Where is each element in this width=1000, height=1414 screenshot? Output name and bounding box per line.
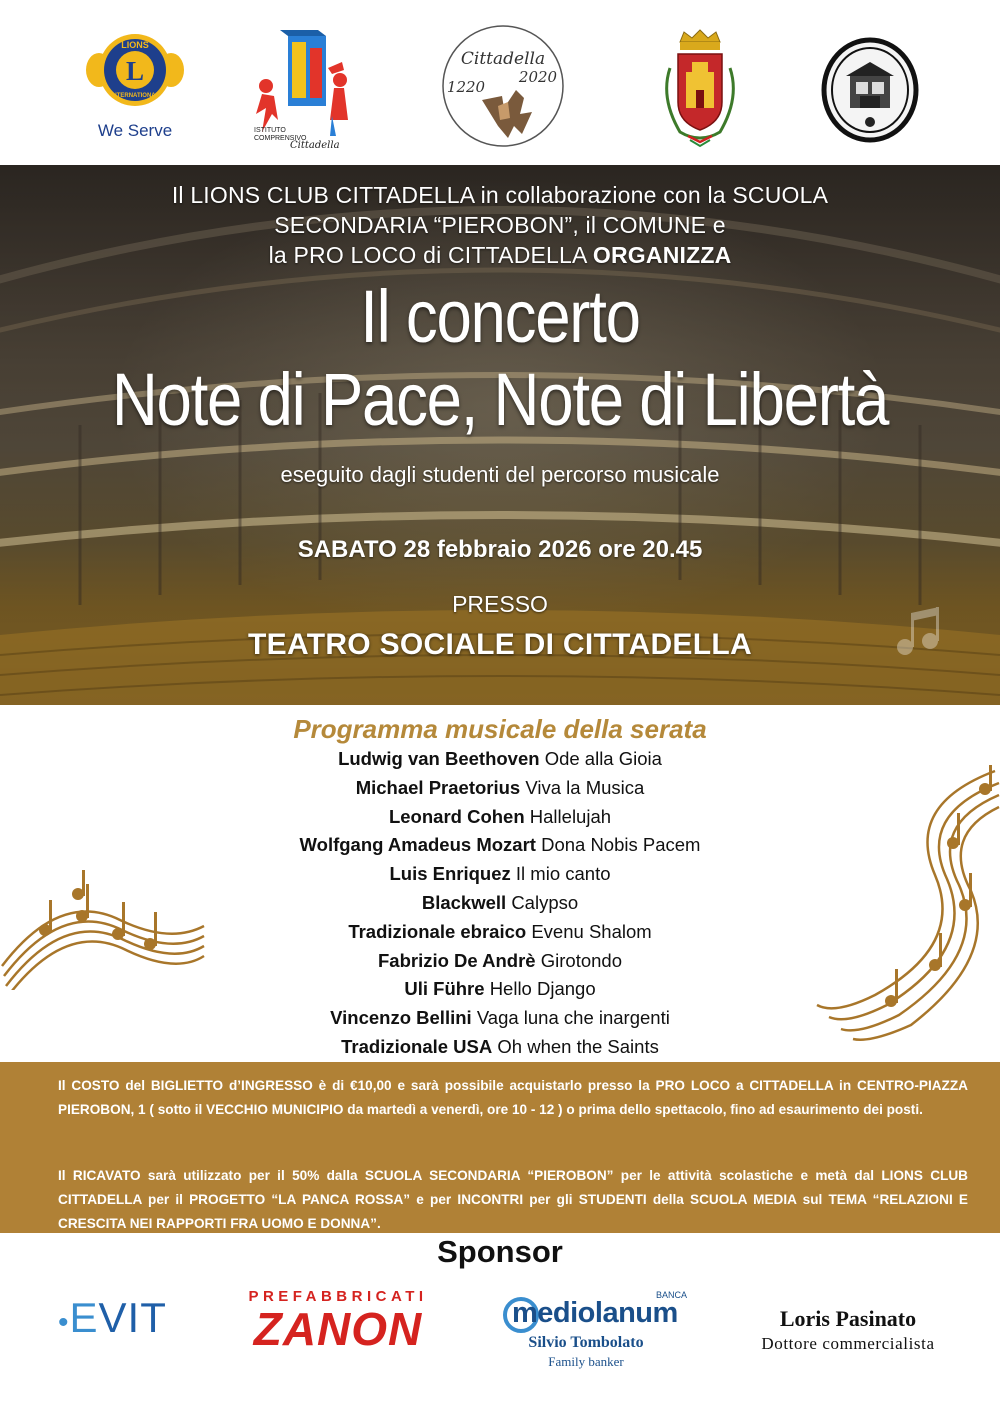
lions-tagline: We Serve — [97, 121, 173, 140]
program-composer: Leonard Cohen — [388, 805, 525, 827]
program-item — [0, 774, 1000, 803]
program-item — [0, 918, 1000, 947]
pasinato-name: Loris Pasinato — [779, 1306, 917, 1331]
program-piece-title: Ode alla Gioia — [544, 748, 662, 769]
program-item — [0, 803, 1000, 832]
program-piece-title: Il mio canto — [515, 863, 611, 885]
evit-dot: • — [58, 1306, 70, 1339]
performed-by-text: eseguito dagli studenti del percorso musicale — [280, 462, 720, 487]
intro-line-2: SECONDARIA “PIEROBON”, il COMUNE e — [274, 212, 726, 238]
proceeds-info-paragraph: Il RICAVATO sarà utilizzato per il 50% dalla SCUOLA SECONDARIA “PIEROBON” per le attività scolastiche e metà dal LIONS CLUB CITTADELLA per il PROGETTO “LA PANCA ROSSA” e per INCONTRI per gli STUDENTI della SCUOLA MEDIA sul TEMA “RELAZIONI E CRESCITA NEI RAPPORTI FRA UOMO E DONNA”. — [58, 1168, 968, 1231]
intro-line-3-text: la PRO LOCO di CITTADELLA — [268, 242, 593, 268]
program-title: Programma musicale della serata — [293, 714, 707, 744]
program-piece-title: Viva la Musica — [525, 776, 645, 798]
intro-line-1: Il LIONS CLUB CITTADELLA in collaborazione con la SCUOLA — [171, 182, 829, 208]
program-item — [0, 745, 1000, 774]
istituto-text-1: ISTITUTO — [254, 127, 286, 134]
mediolanum-name: mediolanum — [512, 1297, 678, 1329]
ticket-info-paragraph: Il COSTO del BIGLIETTO d’INGRESSO è di €10,00 e sarà possibile acquistarlo presso la PRO LOCO a CITTADELLA in CENTRO-PIAZZA PIEROBON, 1 ( sotto il VECCHIO MUNICIPIO da martedì a venerdì, ore 10 - 12 ) o prima dello spettacolo, fino ad esaurimento dei posti. — [58, 1078, 968, 1117]
pasinato-logo — [730, 1307, 966, 1357]
program-piece-title: Hello Django — [489, 978, 596, 1000]
program-item — [0, 831, 1000, 860]
zanon-logo — [240, 1288, 436, 1355]
program-piece-title: Vaga luna che inargenti — [476, 1007, 670, 1029]
cittadella-name: Cittadella — [460, 49, 546, 69]
program-composer: Fabrizio De Andrè — [377, 949, 536, 971]
concert-title-line-1: Il concerto — [360, 275, 640, 358]
program-piece-title: Hallelujah — [529, 805, 612, 827]
program-item — [0, 889, 1000, 918]
istituto-text-2: COMPRENSIVO — [254, 135, 307, 142]
program-composer: Blackwell — [421, 891, 507, 913]
program-composer: Wolfgang Amadeus Mozart — [299, 834, 536, 856]
program-piece-title: Oh when the Saints — [497, 1035, 659, 1057]
program-composer: Michael Praetorius — [355, 776, 521, 798]
lions-bottom-text: INTERNATIONAL — [110, 93, 160, 99]
program-item — [0, 1033, 1000, 1062]
event-date-time: SABATO 28 febbraio 2026 ore 20.45 — [297, 536, 703, 563]
pro-loco-medallion-logo — [820, 36, 920, 144]
program-item — [0, 1004, 1000, 1033]
program-item — [0, 860, 1000, 889]
evit-rest: VIT — [98, 1294, 167, 1341]
program-piece-title: Evenu Shalom — [531, 920, 652, 942]
cittadella-anniversary-logo — [438, 22, 568, 152]
program-composer: Uli Führe — [404, 978, 485, 1000]
evit-logo — [58, 1293, 167, 1343]
comune-crest-logo — [650, 28, 750, 152]
mediolanum-banca: BANCA — [656, 1290, 688, 1300]
mediolanum-person: Silvio Tombolato — [528, 1334, 644, 1351]
cittadella-year-end: 2020 — [518, 68, 558, 86]
lions-logo — [85, 30, 185, 142]
ticket-info-band — [0, 1062, 1000, 1233]
venue-name: TEATRO SOCIALE DI CITTADELLA — [248, 628, 752, 661]
program-composer: Tradizionale ebraico — [348, 920, 527, 942]
evit-e: E — [69, 1294, 99, 1341]
program-item — [0, 975, 1000, 1004]
program-composer: Luis Enriquez — [389, 863, 511, 885]
cittadella-year-start: 1220 — [446, 78, 486, 96]
intro-organizza: ORGANIZZA — [592, 242, 732, 268]
intro-line-3 — [0, 240, 1000, 271]
program-list — [0, 745, 1000, 1062]
program-composer: Vincenzo Bellini — [330, 1007, 472, 1029]
istituto-text-3: Cittadella — [290, 140, 340, 151]
hero-banner — [0, 165, 1000, 705]
program-composer: Ludwig van Beethoven — [338, 748, 540, 769]
logo-row — [0, 0, 1000, 165]
program-piece-title: Dona Nobis Pacem — [541, 834, 701, 856]
sponsor-heading: Sponsor — [437, 1234, 563, 1269]
program-piece-title: Calypso — [511, 891, 579, 913]
lions-top-text: LIONS — [121, 40, 149, 50]
program-piece-title: Girotondo — [540, 949, 622, 971]
concert-title-line-2: Note di Pace, Note di Libertà — [111, 358, 889, 441]
pasinato-role: Dottore commercialista — [761, 1334, 935, 1353]
zanon-top-text: PREFABBRICATI — [248, 1288, 428, 1305]
presso-label: PRESSO — [452, 591, 548, 617]
zanon-name: ZANON — [253, 1303, 423, 1355]
program-item — [0, 947, 1000, 976]
program-composer: Tradizionale USA — [341, 1035, 493, 1057]
lions-center-letter: L — [125, 56, 145, 86]
mediolanum-role: Family banker — [548, 1354, 624, 1369]
istituto-comprensivo-logo — [252, 28, 360, 152]
